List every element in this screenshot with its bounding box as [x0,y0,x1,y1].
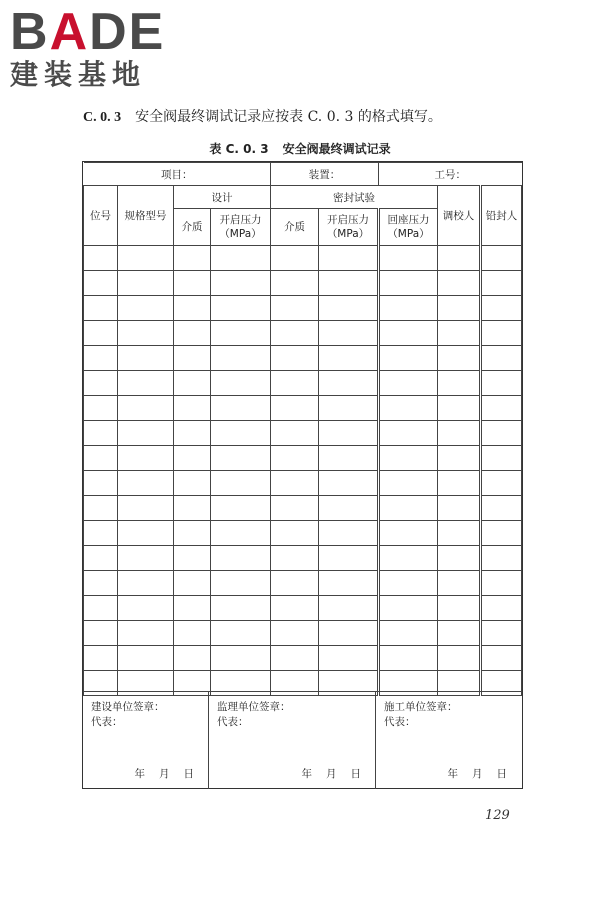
record-table [83,162,522,696]
owner-date [121,766,195,781]
table-cell[interactable] [118,596,174,621]
section-heading [83,106,442,126]
table-cell[interactable] [379,346,438,371]
header-seal-medium: 介质 [271,209,319,246]
table-cell[interactable] [379,271,438,296]
table-cell[interactable] [438,571,481,596]
table-cell[interactable] [84,396,118,421]
table-cell[interactable] [118,396,174,421]
table-number: 表 C. 0. 3 [209,142,269,156]
owner-date-day: 日 [183,768,194,780]
table-cell[interactable] [174,546,211,571]
table-cell[interactable] [481,271,522,296]
table-cell[interactable] [211,321,271,346]
contractor-date-day: 日 [496,768,507,780]
table-cell[interactable] [319,471,379,496]
table-cell[interactable] [481,371,522,396]
table-cell[interactable] [438,596,481,621]
table-cell[interactable] [379,471,438,496]
table-cell[interactable] [174,271,211,296]
table-cell[interactable] [438,371,481,396]
table-cell[interactable] [438,271,481,296]
table-cell[interactable] [84,246,118,271]
table-cell[interactable] [271,246,319,271]
table-cell[interactable] [438,346,481,371]
table-cell[interactable] [271,346,319,371]
data-rows [84,246,522,696]
logo-title [10,3,180,61]
signature-owner [83,692,208,789]
table-row [84,421,522,446]
table-cell[interactable] [319,446,379,471]
signature-contractor-labels [384,700,458,730]
seal-open-pressure-unit: （MPa） [326,228,370,240]
table-cell[interactable] [379,621,438,646]
logo-letters-2: DE [89,3,166,61]
table-cell[interactable] [319,396,379,421]
table-title: 安全阀最终调试记录 [282,142,391,156]
table-cell[interactable] [271,521,319,546]
table-cell[interactable] [271,396,319,421]
table-cell[interactable] [118,346,174,371]
table-cell[interactable] [174,521,211,546]
header-model: 规格型号 [118,186,174,246]
table-row [84,296,522,321]
table-cell[interactable] [118,521,174,546]
table-cell[interactable] [118,446,174,471]
table-cell[interactable] [271,421,319,446]
table-cell[interactable] [319,296,379,321]
table-cell[interactable] [438,646,481,671]
table-cell[interactable] [211,646,271,671]
table-cell[interactable] [174,421,211,446]
header-adjuster: 调校人 [438,186,481,246]
table-cell[interactable] [271,321,319,346]
table-cell[interactable] [174,471,211,496]
table-cell[interactable] [319,646,379,671]
table-cell[interactable] [379,296,438,321]
table-row [84,571,522,596]
table-cell[interactable] [211,396,271,421]
owner-date-year: 年 [134,768,145,780]
table-cell[interactable] [84,471,118,496]
table-cell[interactable] [271,371,319,396]
table-cell[interactable] [211,296,271,321]
table-cell[interactable] [84,546,118,571]
table-row [84,521,522,546]
table-cell[interactable] [271,646,319,671]
table-cell[interactable] [481,396,522,421]
contractor-date-year: 年 [447,768,458,780]
table-cell[interactable] [118,271,174,296]
table-row [84,321,522,346]
table-cell[interactable] [481,596,522,621]
table-row [84,596,522,621]
table-cell[interactable] [118,621,174,646]
seal-open-pressure-label: 开启压力 [327,214,369,226]
table-cell[interactable] [84,521,118,546]
table-cell[interactable] [481,246,522,271]
table-cell[interactable] [211,446,271,471]
table-cell[interactable] [118,546,174,571]
table-cell[interactable] [319,521,379,546]
table-cell[interactable] [84,496,118,521]
table-cell[interactable] [481,571,522,596]
table-cell[interactable] [211,596,271,621]
contractor-rep-label: 代表： [384,716,416,728]
table-cell[interactable] [174,596,211,621]
bade-logo [10,3,180,91]
table-cell[interactable] [319,246,379,271]
signature-supervisor [209,692,375,789]
header-design: 设计 [174,186,271,209]
table-cell[interactable] [481,446,522,471]
supervisor-sign-label: 监理单位签章： [217,701,291,713]
table-cell[interactable] [481,296,522,321]
header-reseat-pressure [379,209,438,246]
info-row [84,163,522,186]
reseat-pressure-unit: （MPa） [387,228,430,240]
table-cell[interactable] [438,471,481,496]
table-cell[interactable] [271,621,319,646]
table-cell[interactable] [438,546,481,571]
supervisor-date-year: 年 [301,768,312,780]
table-cell[interactable] [379,646,438,671]
table-cell[interactable] [211,571,271,596]
design-open-pressure-unit: （MPa） [219,228,262,240]
table-cell[interactable] [438,421,481,446]
table-cell[interactable] [118,471,174,496]
header-design-open-pressure [211,209,271,246]
table-row [84,546,522,571]
owner-rep-label: 代表： [91,716,123,728]
table-cell[interactable] [379,446,438,471]
table-cell[interactable] [174,371,211,396]
table-cell[interactable] [211,421,271,446]
contractor-date-month: 月 [472,768,483,780]
table-cell[interactable] [438,496,481,521]
table-cell[interactable] [84,346,118,371]
supervisor-date-day: 日 [350,768,361,780]
table-cell[interactable] [481,471,522,496]
logo-letters-1: B [10,3,50,61]
supervisor-rep-label: 代表： [217,716,249,728]
table-cell[interactable] [379,371,438,396]
table-cell[interactable] [84,421,118,446]
table-cell[interactable] [319,421,379,446]
signature-contractor [376,692,521,789]
table-cell[interactable] [174,321,211,346]
supervisor-date-month: 月 [326,768,337,780]
table-cell[interactable] [211,471,271,496]
table-cell[interactable] [438,621,481,646]
table-cell[interactable] [438,446,481,471]
table-cell[interactable] [174,296,211,321]
table-row [84,446,522,471]
table-row [84,346,522,371]
table-cell[interactable] [211,546,271,571]
table-cell[interactable] [271,296,319,321]
table-cell[interactable] [319,496,379,521]
header-design-medium: 介质 [174,209,211,246]
table-cell[interactable] [174,346,211,371]
table-cell[interactable] [379,521,438,546]
table-cell[interactable] [84,596,118,621]
table-cell[interactable] [481,421,522,446]
table-cell[interactable] [271,496,319,521]
table-cell[interactable] [438,396,481,421]
table-cell[interactable] [379,546,438,571]
section-number: C. 0. 3 [83,110,122,125]
table-cell[interactable] [379,246,438,271]
table-row [84,621,522,646]
table-cell[interactable] [379,496,438,521]
table-cell[interactable] [211,246,271,271]
table-cell[interactable] [271,471,319,496]
table-row [84,371,522,396]
signature-supervisor-labels [217,700,291,730]
table-cell[interactable] [379,571,438,596]
table-cell[interactable] [174,621,211,646]
table-cell[interactable] [319,596,379,621]
table-cell[interactable] [174,396,211,421]
design-open-pressure-label: 开启压力 [219,214,262,226]
table-cell[interactable] [211,371,271,396]
table-caption [0,140,600,157]
table-cell[interactable] [118,496,174,521]
table-cell[interactable] [174,571,211,596]
table-cell[interactable] [379,396,438,421]
table-row [84,496,522,521]
contractor-sign-label: 施工单位签章： [384,701,458,713]
device-field: 装置： [271,163,379,186]
table-cell[interactable] [319,346,379,371]
header-seal-test: 密封试验 [271,186,438,209]
logo-subtitle: 建装基地 [10,58,147,91]
table-cell[interactable] [84,646,118,671]
table-cell[interactable] [211,621,271,646]
table-cell[interactable] [84,446,118,471]
table-cell[interactable] [174,446,211,471]
table-cell[interactable] [84,571,118,596]
table-cell[interactable] [319,546,379,571]
table-cell[interactable] [84,296,118,321]
table-cell[interactable] [118,371,174,396]
owner-sign-label: 建设单位签章： [91,701,165,713]
section-text: 安全阀最终调试记录应按表 C. 0. 3 的格式填写。 [135,109,442,125]
table-cell[interactable] [211,346,271,371]
table-cell[interactable] [84,621,118,646]
table-row [84,396,522,421]
table-row [84,271,522,296]
table-cell[interactable] [211,271,271,296]
contractor-date [434,766,508,781]
table-cell[interactable] [211,496,271,521]
table-cell[interactable] [174,496,211,521]
signature-owner-labels [91,700,165,730]
supervisor-date [288,766,362,781]
table-cell[interactable] [84,321,118,346]
table-cell[interactable] [271,546,319,571]
table-cell[interactable] [118,646,174,671]
table-cell[interactable] [481,521,522,546]
header-seal-open-pressure [319,209,379,246]
logo-letter-a: A [49,3,90,61]
table-row [84,246,522,271]
table-cell[interactable] [271,596,319,621]
table-cell[interactable] [271,571,319,596]
table-cell[interactable] [481,346,522,371]
table-cell[interactable] [481,646,522,671]
signature-area [83,691,521,789]
table-cell[interactable] [271,446,319,471]
project-field: 项目： [84,163,271,186]
table-cell[interactable] [379,596,438,621]
table-cell[interactable] [174,646,211,671]
table-cell[interactable] [319,621,379,646]
table-row [84,646,522,671]
table-cell[interactable] [118,321,174,346]
table-cell[interactable] [438,296,481,321]
table-cell[interactable] [84,271,118,296]
page-number: 129 [485,808,510,823]
header-position: 位号 [84,186,118,246]
table-cell[interactable] [174,246,211,271]
table-cell[interactable] [84,371,118,396]
table-cell[interactable] [438,246,481,271]
table-cell[interactable] [481,621,522,646]
table-row [84,471,522,496]
table-cell[interactable] [481,321,522,346]
header-sealer: 铅封人 [481,186,522,246]
table-cell[interactable] [211,521,271,546]
job-no-field: 工号： [379,163,522,186]
table-cell[interactable] [319,371,379,396]
table-cell[interactable] [319,271,379,296]
table-cell[interactable] [118,421,174,446]
table-cell[interactable] [319,571,379,596]
table-cell[interactable] [118,246,174,271]
table-cell[interactable] [319,321,379,346]
table-cell[interactable] [438,321,481,346]
table-cell[interactable] [118,571,174,596]
header-row-1 [84,186,522,209]
table-cell[interactable] [379,321,438,346]
table-cell[interactable] [271,271,319,296]
table-cell[interactable] [481,546,522,571]
table-cell[interactable] [118,296,174,321]
table-cell[interactable] [438,521,481,546]
reseat-pressure-label: 回座压力 [387,214,430,226]
owner-date-month: 月 [159,768,170,780]
table-cell[interactable] [379,421,438,446]
table-cell[interactable] [481,496,522,521]
record-form [82,161,523,789]
